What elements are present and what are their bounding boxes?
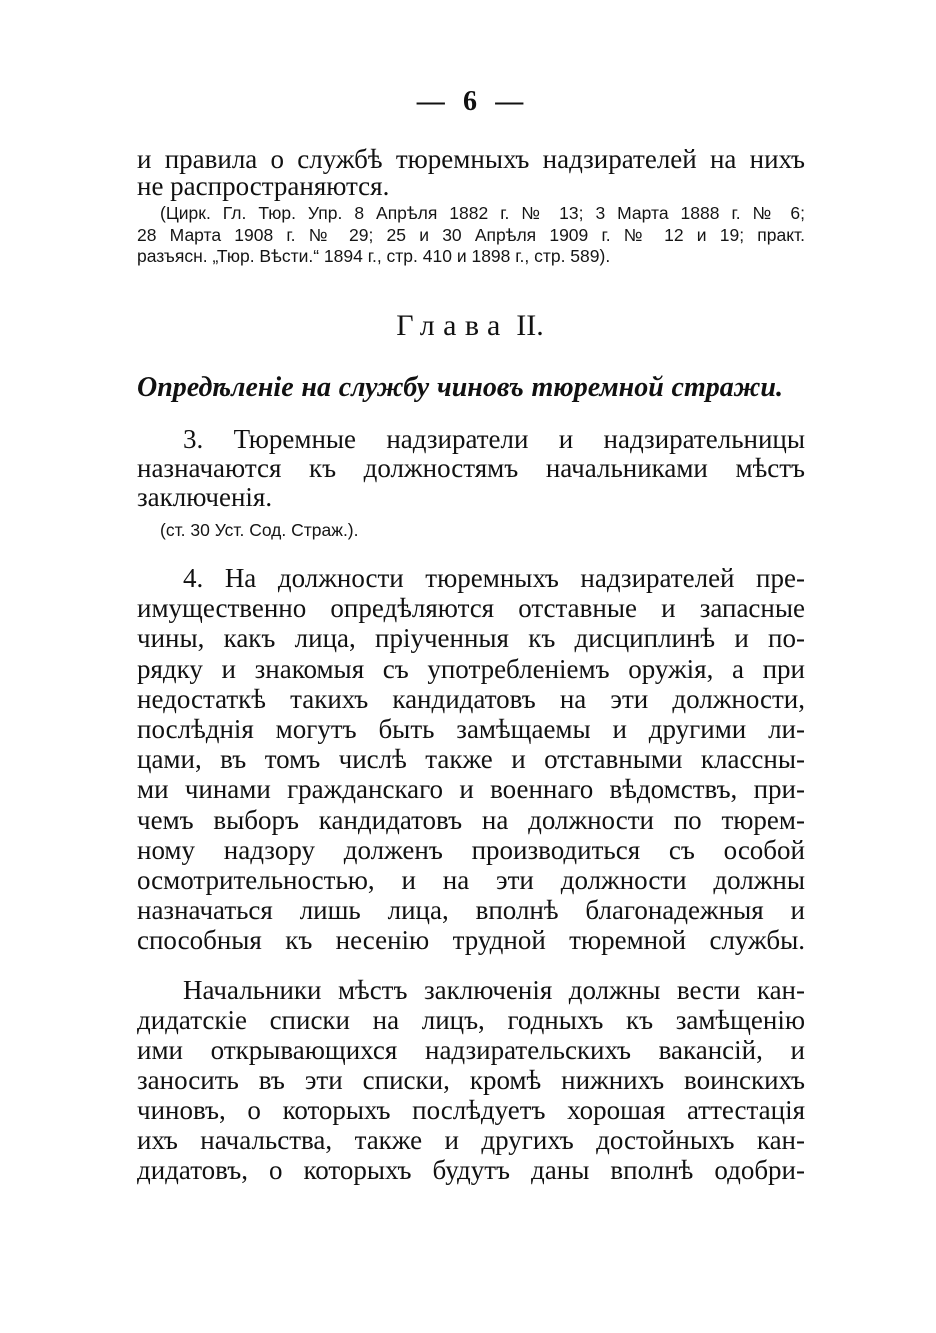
text-line: заключенія. bbox=[137, 482, 273, 512]
text-line: и правила о службѣ тюремныхъ надзирателей на нихъ bbox=[137, 144, 805, 174]
continuation-paragraph bbox=[137, 146, 805, 200]
text-line: имущественно опредѣляются отставные и запасные bbox=[137, 593, 805, 624]
text-line: ми чинами гражданскаго и военнаго вѣдомствъ, при- bbox=[137, 774, 805, 805]
text-line: дидатовъ, о которыхъ будутъ даны вполнѣ одобри- bbox=[137, 1155, 805, 1185]
text-line: ному надзору долженъ производиться съ особой bbox=[137, 834, 805, 865]
citation-line: 28 Марта 1908 г. № 29; 25 и 30 Апрѣля 1909 г. № 12 и 19; практ. bbox=[137, 224, 805, 245]
article-4-continuation-paragraph bbox=[137, 975, 805, 1185]
text-line: рядку и знакомыя съ употребленіемъ оружія, а при bbox=[137, 653, 805, 684]
text-line: ими открывающихся надзирательскихъ вакансій, и bbox=[137, 1035, 805, 1065]
text-line: чиновъ, о которыхъ послѣдуетъ хорошая аттестація bbox=[137, 1095, 805, 1125]
article-4-paragraph bbox=[137, 563, 805, 956]
citation-line: (Цирк. Гл. Тюр. Упр. 8 Апрѣля 1882 г. № 13; 3 Марта 1888 г. № 6; bbox=[160, 203, 805, 223]
text-line: осмотрительностью, и на эти должности должны bbox=[137, 865, 805, 896]
article-3-paragraph bbox=[137, 425, 805, 512]
text-line: дидатскіе списки на лицъ, годныхъ къ замѣщенію bbox=[137, 1005, 805, 1035]
text-line: 4. На должности тюремныхъ надзирателей пре- bbox=[183, 563, 805, 593]
text-line: назначаются къ должностямъ начальниками мѣстъ bbox=[137, 453, 805, 483]
text-line: назначаться лишь лица, вполнѣ благонадежныя и bbox=[137, 895, 805, 926]
text-line: не распространяются. bbox=[137, 171, 390, 201]
text-line: Начальники мѣстъ заключенія должны вести кан- bbox=[183, 975, 805, 1005]
citation-line: разъясн. „Тюр. Вѣсти.“ 1894 г., стр. 410 и 1898 г., стр. 589). bbox=[137, 246, 611, 266]
chapter-label: Глава bbox=[396, 309, 509, 342]
text-line: недостаткѣ такихъ кандидатовъ на эти должности, bbox=[137, 683, 805, 714]
text-line: чемъ выборъ кандидатовъ на должности по тюрем- bbox=[137, 804, 805, 835]
chapter-heading bbox=[2, 308, 936, 344]
text-line: способныя къ несенію трудной тюремной службы. bbox=[137, 925, 805, 956]
citation-reference bbox=[137, 203, 805, 268]
text-line: цами, въ томъ числѣ также и отставными классны- bbox=[137, 744, 805, 775]
text-line: послѣднія могутъ быть замѣщаемы и другими ли- bbox=[137, 714, 805, 745]
article-3-citation: (ст. 30 Уст. Сод. Страж.). bbox=[160, 520, 359, 540]
chapter-title: Опредѣленіе на службу чиновъ тюремной стражи. bbox=[137, 372, 783, 403]
text-line: заносить въ эти списки, кромѣ нижнихъ воинскихъ bbox=[137, 1065, 805, 1095]
chapter-number: II. bbox=[516, 309, 544, 342]
text-line: чины, какъ лица, пріученныя къ дисциплинѣ и по- bbox=[137, 623, 805, 654]
text-line: 3. Тюремные надзиратели и надзирательницы bbox=[183, 424, 805, 454]
text-line: ихъ начальства, также и другихъ достойныхъ кан- bbox=[137, 1125, 805, 1155]
page-number: — 6 — bbox=[416, 86, 524, 117]
